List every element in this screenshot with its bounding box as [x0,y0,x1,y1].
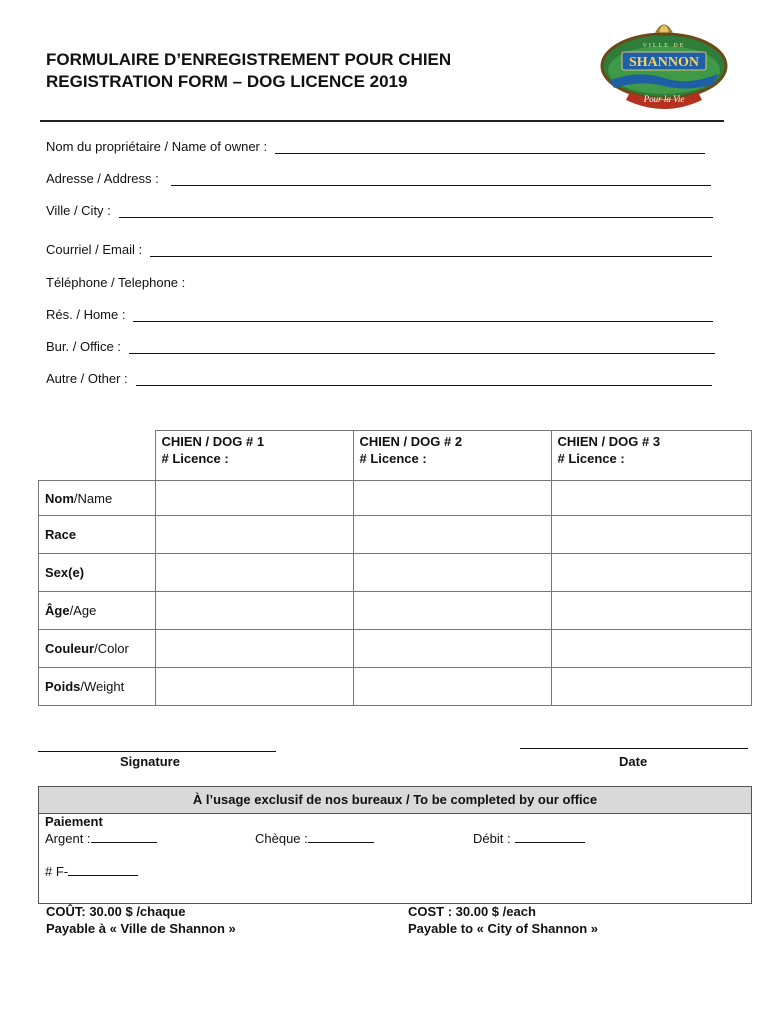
dog-2-color-cell[interactable] [353,630,551,668]
address-field [46,171,711,186]
table-row [39,668,752,706]
office-use-box [38,786,752,904]
dog-2-header: CHIEN / DOG # 2 # Licence : [353,431,551,481]
form-title [46,49,451,93]
date-label: Date [619,754,648,769]
table-row [39,554,752,592]
row-label-weight: Poids/Weight [39,668,156,706]
office-use-heading: À l’usage exclusif de nos bureaux / To be completed by our office [39,787,751,814]
email-field [46,242,712,257]
shannon-logo [596,18,732,110]
cost-french: COÛT: 30.00 $ /chaque Payable à « Ville de Shannon » [46,904,236,936]
cheque-field [255,830,374,846]
debit-input[interactable] [515,830,585,843]
debit-field [473,830,585,846]
telephone-label: Téléphone / Telephone : [46,275,186,290]
date-line[interactable] [520,747,748,749]
dog-2-breed-cell[interactable] [353,516,551,554]
other-phone-input[interactable] [136,384,712,386]
dog-3-header: CHIEN / DOG # 3 # Licence : [551,431,751,481]
cheque-input[interactable] [308,830,374,843]
dog-3-sex-cell[interactable] [551,554,751,592]
dog-1-name-cell[interactable] [155,481,353,516]
city-input[interactable] [119,216,713,218]
office-phone-input[interactable] [129,352,715,354]
signature-label: Signature [120,754,180,769]
dog-1-age-cell[interactable] [155,592,353,630]
dog-2-weight-cell[interactable] [353,668,551,706]
dog-1-sex-cell[interactable] [155,554,353,592]
row-label-name: Nom/Name [39,481,156,516]
file-number-input[interactable] [68,863,138,876]
dog-3-breed-cell[interactable] [551,516,751,554]
header-divider [40,120,724,122]
home-phone-field [46,307,713,322]
address-input[interactable] [171,184,711,186]
telephone-field [46,275,185,290]
dog-3-age-cell[interactable] [551,592,751,630]
table-row [39,516,752,554]
city-field [46,203,713,218]
cash-input[interactable] [91,830,157,843]
file-number-field [45,863,138,879]
row-label-age: Âge/Age [39,592,156,630]
dog-1-color-cell[interactable] [155,630,353,668]
other-phone-field [46,371,712,386]
office-phone-field [46,339,715,354]
dog-1-header: CHIEN / DOG # 1 # Licence : [155,431,353,481]
email-input[interactable] [150,255,712,257]
home-phone-input[interactable] [133,320,713,322]
other-phone-label: Autre / Other : [46,371,128,386]
cash-field [45,830,157,846]
dog-2-age-cell[interactable] [353,592,551,630]
cheque-label: Chèque : [255,831,308,846]
row-label-breed: Race [39,516,156,554]
dog-2-sex-cell[interactable] [353,554,551,592]
debit-label: Débit : [473,831,511,846]
dog-1-weight-cell[interactable] [155,668,353,706]
owner-name-label: Nom du propriétaire / Name of owner : [46,139,268,154]
dog-3-color-cell[interactable] [551,630,751,668]
dog-2-name-cell[interactable] [353,481,551,516]
office-phone-label: Bur. / Office : [46,339,121,354]
table-row [39,481,752,516]
dog-1-breed-cell[interactable] [155,516,353,554]
city-label: Ville / City : [46,203,111,218]
dog-3-weight-cell[interactable] [551,668,751,706]
dog-table [38,430,752,706]
signature-line[interactable] [38,750,276,752]
email-label: Courriel / Email : [46,242,143,257]
table-row [39,630,752,668]
title-french: FORMULAIRE D’ENREGISTREMENT POUR CHIEN [46,50,452,69]
row-label-color: Couleur/Color [39,630,156,668]
owner-name-field [46,139,705,154]
cost-english: COST : 30.00 $ /each Payable to « City of Shannon » [408,904,598,936]
file-number-label: # F- [45,864,69,879]
owner-name-input[interactable] [275,152,705,154]
payment-label: Paiement [45,814,103,829]
svg-text:VILLE DE: VILLE DE [642,43,686,49]
dog-3-name-cell[interactable] [551,481,751,516]
svg-text:SHANNON: SHANNON [628,55,700,70]
table-row [39,592,752,630]
row-label-sex: Sex(e) [39,554,156,592]
cash-label: Argent : [45,831,91,846]
svg-text:Pour la Vie: Pour la Vie [643,94,685,104]
title-english: REGISTRATION FORM – DOG LICENCE 2019 [46,72,408,91]
home-phone-label: Rés. / Home : [46,307,126,322]
address-label: Adresse / Address : [46,171,159,186]
